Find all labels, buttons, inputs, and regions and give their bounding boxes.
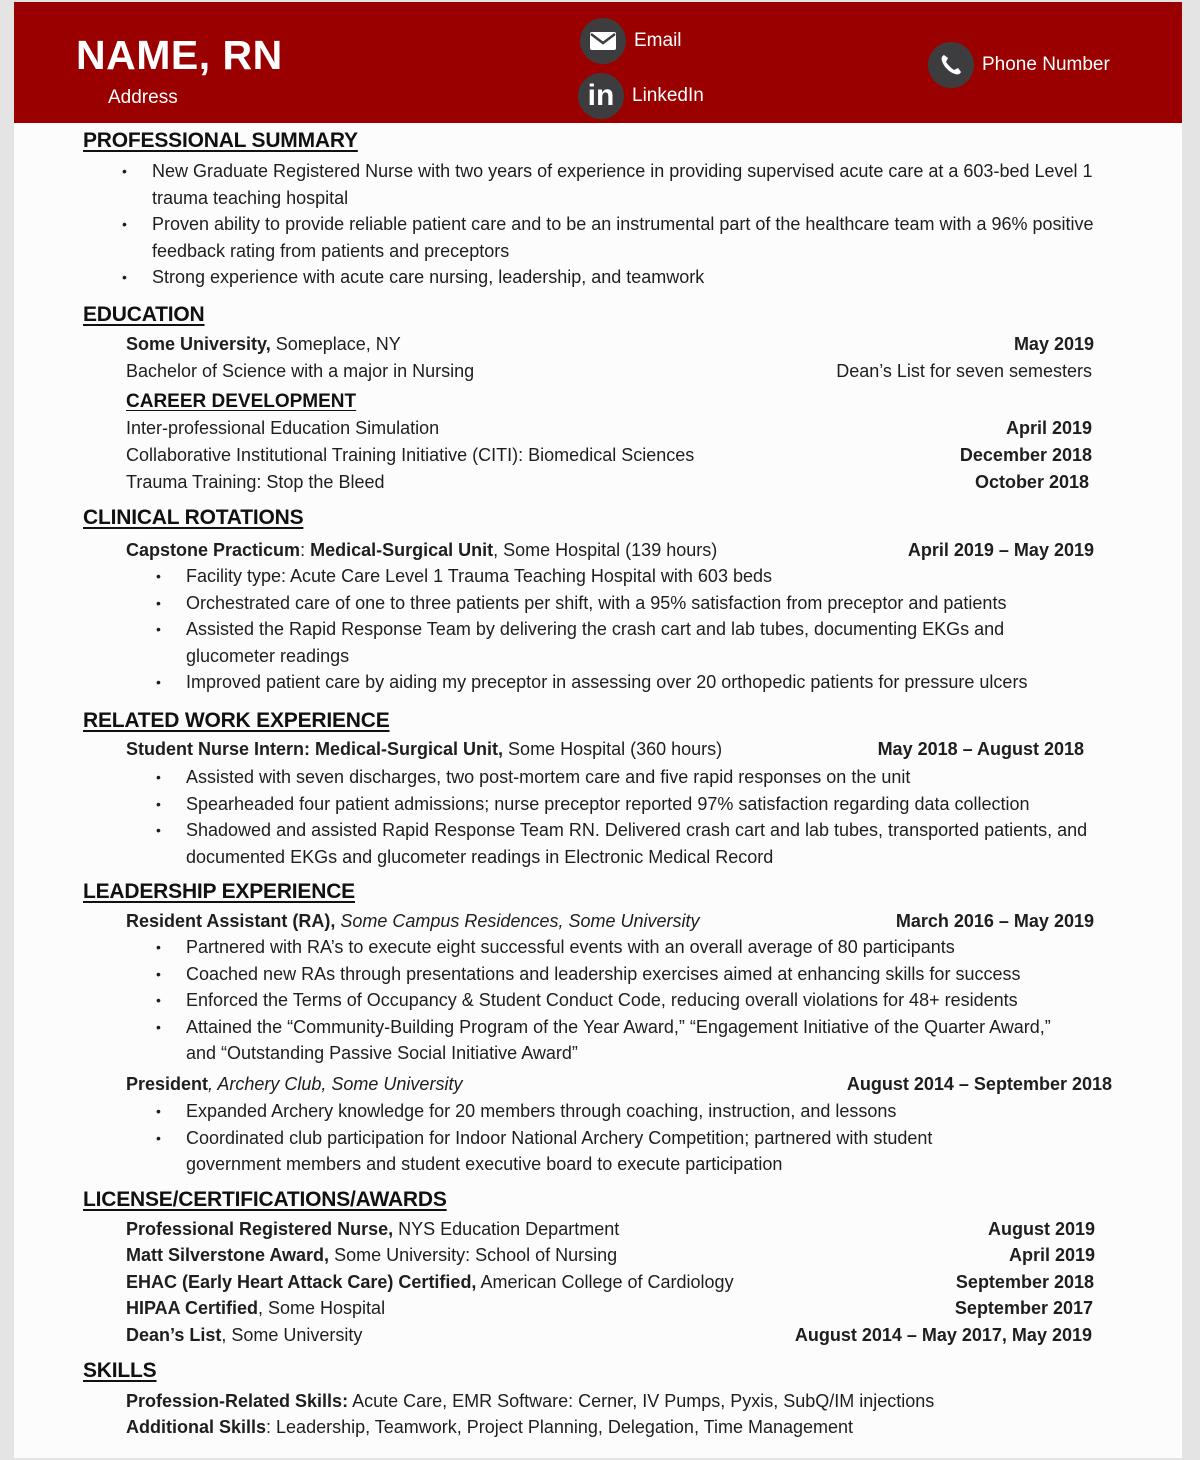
license-date: August 2014 – May 2017, May 2019 — [794, 1325, 1092, 1345]
license-name: Matt Silverstone Award, — [126, 1245, 330, 1265]
clinical-date: April 2019 – May 2019 — [907, 540, 1094, 560]
leadership-role: President — [126, 1074, 209, 1094]
leadership-place: Some Campus Residences, Some University — [335, 911, 700, 931]
license-heading: LICENSE/CERTIFICATIONS/AWARDS — [83, 1188, 447, 1211]
clinical-heading: CLINICAL ROTATIONS — [83, 506, 304, 529]
leadership-date: August 2014 – September 2018 — [846, 1074, 1112, 1094]
skills-text: : Leadership, Teamwork, Project Planning, Delegation, Time Management — [266, 1417, 854, 1437]
clinical-role-sep: : — [300, 540, 311, 560]
skills-text: Acute Care, EMR Software: Cerner, IV Pumps, Pyxis, SubQ/IM injections — [348, 1391, 935, 1411]
leadership-list-archery — [186, 1098, 1016, 1178]
work-bullet: • Spearheaded four patient admissions; nurse preceptor reported 97% satisfaction regarding data collection — [186, 791, 1116, 818]
work-date: May 2018 – August 2018 — [877, 739, 1084, 759]
work-bullet: • Shadowed and assisted Rapid Response Team RN. Delivered crash cart and lab tubes, transported patients, and documented EKGs and glucometer readings in Electronic Medical Record — [186, 817, 1116, 870]
license-date: April 2019 — [1008, 1245, 1095, 1265]
linkedin-contact[interactable] — [578, 73, 704, 119]
skills-label: Profession-Related Skills: — [126, 1391, 349, 1411]
license-org: American College of Cardiology — [476, 1272, 734, 1292]
skills-label: Additional Skills — [126, 1417, 267, 1437]
work-heading: RELATED WORK EXPERIENCE — [83, 709, 390, 732]
license-name: EHAC (Early Heart Attack Care) Certified, — [126, 1272, 477, 1292]
license-date: September 2017 — [954, 1298, 1093, 1318]
license-org: , Some Hospital — [258, 1298, 386, 1318]
leadership-place: , Archery Club, Some University — [208, 1074, 463, 1094]
school-location: Someplace, NY — [270, 334, 401, 354]
career-item — [126, 415, 1092, 442]
clinical-bullet: • Assisted the Rapid Response Team by delivering the crash cart and lab tubes, documenting EKGs and glucometer readings — [186, 616, 1086, 669]
license-org: NYS Education Department — [393, 1219, 620, 1239]
address: Address — [108, 87, 178, 108]
leadership-bullet: • Partnered with RA’s to execute eight successful events with an overall average of 80 participants — [186, 934, 1066, 961]
leadership-date: March 2016 – May 2019 — [895, 911, 1094, 931]
summary-bullet: • New Graduate Registered Nurse with two years of experience in providing supervised acute care at a 603-bed Level 1 trauma teaching hospital — [152, 158, 1132, 211]
license-item — [126, 1242, 1095, 1269]
leadership-role-row — [126, 1071, 1112, 1098]
leadership-bullet: • Enforced the Terms of Occupancy & Student Conduct Code, reducing overall violations for 48+ residents — [186, 987, 1066, 1014]
email-contact[interactable] — [580, 18, 682, 64]
career-item-date: December 2018 — [959, 445, 1092, 465]
leadership-role: Resident Assistant (RA), — [126, 911, 336, 931]
career-item-name: Inter-professional Education Simulation — [126, 418, 440, 438]
candidate-name: NAME, RN — [76, 32, 283, 78]
clinical-place: , Some Hospital (139 hours) — [493, 540, 718, 560]
leadership-bullet: • Attained the “Community-Building Program of the Year Award,” “Engagement Initiative of the Quarter Award,” and “Outstanding Passive Social Initiative Award” — [186, 1014, 1066, 1067]
license-date: August 2019 — [987, 1219, 1095, 1239]
leadership-list-ra — [186, 934, 1066, 1067]
linkedin-icon — [578, 73, 624, 119]
clinical-bullet: • Facility type: Acute Care Level 1 Trauma Teaching Hospital with 603 beds — [186, 563, 1086, 590]
clinical-role-row — [126, 537, 1094, 564]
school-name: Some University, — [126, 334, 271, 354]
phone-contact[interactable] — [928, 42, 1110, 88]
work-bullet: • Assisted with seven discharges, two post-mortem care and five rapid responses on the unit — [186, 764, 1116, 791]
summary-list — [152, 158, 1132, 291]
clinical-bullet: • Improved patient care by aiding my preceptor in assessing over 20 orthopedic patients for pressure ulcers — [186, 669, 1086, 696]
license-name: HIPAA Certified — [126, 1298, 259, 1318]
degree: Bachelor of Science with a major in Nursing — [126, 361, 475, 381]
license-name: Professional Registered Nurse, — [126, 1219, 394, 1239]
linkedin-glyph: in — [587, 79, 615, 112]
leadership-heading: LEADERSHIP EXPERIENCE — [83, 880, 355, 903]
leadership-role-row — [126, 908, 1094, 935]
skills-row — [126, 1388, 1094, 1415]
email-label[interactable]: Email — [634, 30, 682, 51]
skills-row — [126, 1414, 1094, 1441]
clinical-unit: Medical-Surgical Unit — [310, 540, 494, 560]
work-list — [186, 764, 1116, 870]
phone-icon — [928, 42, 974, 88]
graduation-date: May 2019 — [1013, 334, 1094, 354]
career-item-name: Trauma Training: Stop the Bleed — [126, 472, 385, 492]
career-item — [126, 442, 1092, 469]
clinical-bullet: • Orchestrated care of one to three patients per shift, with a 95% satisfaction from preceptor and patients — [186, 590, 1086, 617]
summary-bullet: • Proven ability to provide reliable patient care and to be an instrumental part of the healthcare team with a 96% positive feedback rating from patients and preceptors — [152, 211, 1132, 264]
resume-header — [14, 2, 1182, 123]
education-honor: Dean’s List for seven semesters — [836, 361, 1092, 381]
education-degree-row — [126, 358, 1092, 385]
education-heading: EDUCATION — [83, 303, 205, 326]
clinical-role-type: Capstone Practicum — [126, 540, 301, 560]
career-item-date: April 2019 — [1005, 418, 1092, 438]
summary-heading: PROFESSIONAL SUMMARY — [83, 129, 358, 152]
summary-bullet: • Strong experience with acute care nursing, leadership, and teamwork — [152, 264, 1132, 291]
license-item — [126, 1269, 1094, 1296]
clinical-list — [186, 563, 1086, 696]
license-name: Dean’s List — [126, 1325, 222, 1345]
license-item — [126, 1322, 1092, 1349]
education-school-row — [126, 331, 1094, 358]
linkedin-label[interactable]: LinkedIn — [632, 85, 704, 106]
leadership-bullet: • Coached new RAs through presentations and leadership exercises aimed at enhancing skills for success — [186, 961, 1066, 988]
work-role-row — [126, 736, 1084, 763]
leadership-bullet: • Expanded Archery knowledge for 20 members through coaching, instruction, and lessons — [186, 1098, 1016, 1125]
career-item — [126, 469, 1089, 496]
leadership-bullet: • Coordinated club participation for Indoor National Archery Competition; partnered with student government members and student executive board to execute participation — [186, 1125, 1016, 1178]
license-org: , Some University — [221, 1325, 363, 1345]
license-date: September 2018 — [955, 1272, 1094, 1292]
work-role: Student Nurse Intern: Medical-Surgical Unit, — [126, 739, 504, 759]
skills-heading: SKILLS — [83, 1359, 157, 1382]
license-item — [126, 1295, 1093, 1322]
career-item-name: Collaborative Institutional Training Initiative (CITI): Biomedical Sciences — [126, 445, 695, 465]
phone-label[interactable]: Phone Number — [982, 54, 1110, 75]
career-item-date: October 2018 — [974, 472, 1089, 492]
work-place: Some Hospital (360 hours) — [503, 739, 723, 759]
license-org: Some University: School of Nursing — [329, 1245, 618, 1265]
license-item — [126, 1216, 1095, 1243]
career-development-heading: CAREER DEVELOPMENT — [126, 391, 357, 412]
email-icon — [580, 18, 626, 64]
